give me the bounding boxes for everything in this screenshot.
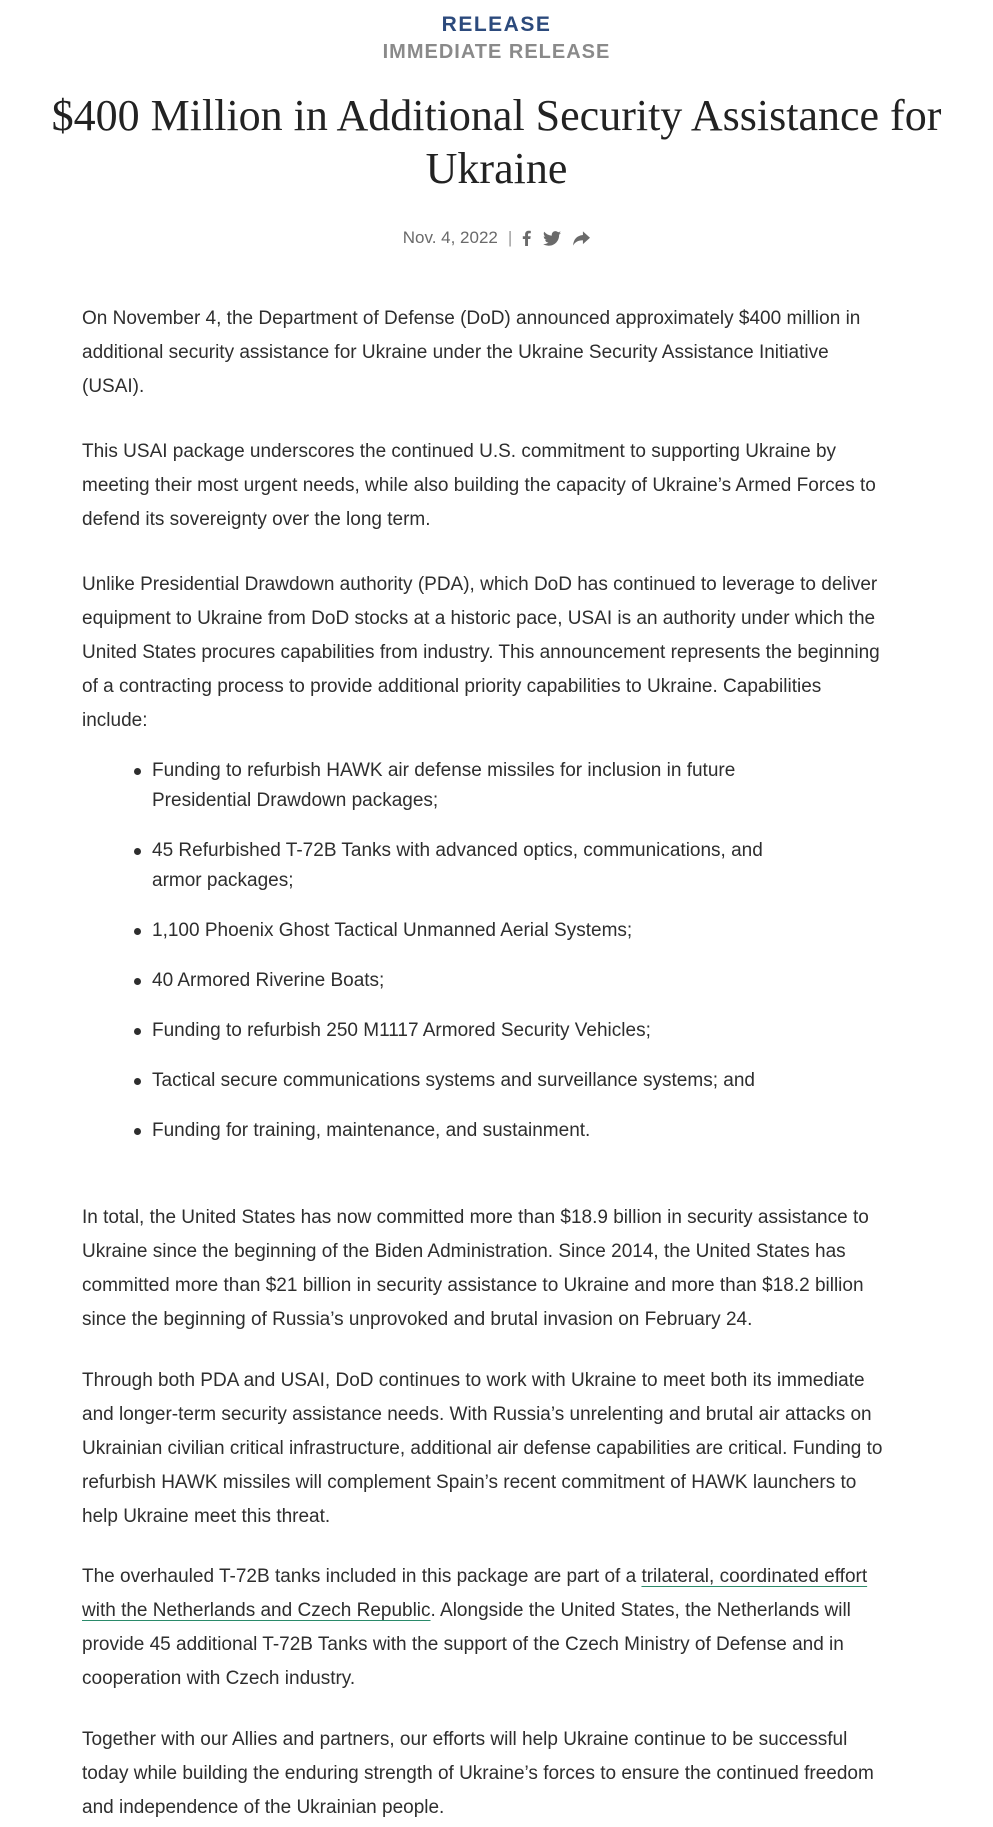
list-item: Funding for training, maintenance, and sustainment. bbox=[128, 1116, 808, 1146]
capabilities-list bbox=[128, 756, 808, 1166]
paragraph-t72b-text-after: . Alongside the United States, the Netherlands will provide 45 additional T-72B Tanks with the support of the Czech Ministry of Defense and in cooperation with Czech industry. bbox=[82, 1600, 851, 1689]
paragraph-closing: Together with our Allies and partners, our efforts will help Ukraine continue to be successful today while building the enduring strength of Ukraine’s forces to ensure the continued freedom and independence of the Ukrainian people. bbox=[82, 1729, 874, 1818]
paragraph-intro: On November 4, the Department of Defense (DoD) announced approximately $400 million in additional security assistance for Ukraine under the Ukraine Security Assistance Initiative (USAI). bbox=[82, 308, 861, 397]
list-item: 45 Refurbished T-72B Tanks with advanced optics, communications, and armor packages; bbox=[128, 836, 808, 896]
paragraph-commitment: This USAI package underscores the continued U.S. commitment to supporting Ukraine by meeting their most urgent needs, while also building the capacity of Ukraine’s Armed Forces to defend its sovereignty over the long term. bbox=[82, 441, 876, 530]
list-item: Funding to refurbish HAWK air defense missiles for inclusion in future Presidential Drawdown packages; bbox=[128, 756, 808, 816]
list-item: Funding to refurbish 250 M1117 Armored Security Vehicles; bbox=[128, 1016, 808, 1046]
paragraph-totals: In total, the United States has now committed more than $18.9 billion in security assistance to Ukraine since the beginning of the Biden Administration. Since 2014, the United States has committed more than $21 billion in security assistance to Ukraine and more than $18.2 billion since the beginning of Russia’s unprovoked and brutal invasion on February 24. bbox=[82, 1207, 869, 1330]
list-item: 40 Armored Riverine Boats; bbox=[128, 966, 808, 996]
paragraph-pda-usai: Unlike Presidential Drawdown authority (PDA), which DoD has continued to leverage to deliver equipment to Ukraine from DoD stocks at a historic pace, USAI is an authority under which the United States procures capabilities from industry. This announcement represents the beginning of a contracting process to provide additional priority capabilities to Ukraine. Capabilities include: bbox=[82, 574, 880, 731]
list-item: Tactical secure communications systems and surveillance systems; and bbox=[128, 1066, 808, 1096]
article-meta bbox=[0, 226, 993, 250]
meta-separator: | bbox=[507, 228, 513, 247]
page-title: $400 Million in Additional Security Assistance for Ukraine bbox=[51, 91, 942, 193]
paragraph-air-defense: Through both PDA and USAI, DoD continues to work with Ukraine to meet both its immediate and longer-term security assistance needs. With Russia’s unrelenting and brutal air attacks on Ukrainian civilian critical infrastructure, additional air defense capabilities are critical. Funding to refurbish HAWK missiles will complement Spain’s recent commitment of HAWK launchers to help Ukraine meet this threat. bbox=[82, 1370, 883, 1527]
publish-date: Nov. 4, 2022 bbox=[402, 228, 498, 247]
article-header bbox=[0, 0, 993, 250]
facebook-icon[interactable] bbox=[522, 230, 531, 246]
paragraph-t72b bbox=[82, 1560, 892, 1696]
social-share-bar bbox=[522, 230, 590, 246]
share-icon[interactable] bbox=[573, 231, 590, 246]
release-label: RELEASE bbox=[441, 13, 552, 36]
trilateral-effort-link[interactable]: trilateral, coordinated effort with the Netherlands and Czech Republic bbox=[82, 1566, 868, 1621]
list-item: 1,100 Phoenix Ghost Tactical Unmanned Aerial Systems; bbox=[128, 916, 808, 946]
paragraph-t72b-text-before: The overhauled T-72B tanks included in this package are part of a bbox=[82, 1566, 642, 1587]
immediate-release-label: IMMEDIATE RELEASE bbox=[382, 41, 611, 63]
twitter-icon[interactable] bbox=[543, 231, 561, 246]
